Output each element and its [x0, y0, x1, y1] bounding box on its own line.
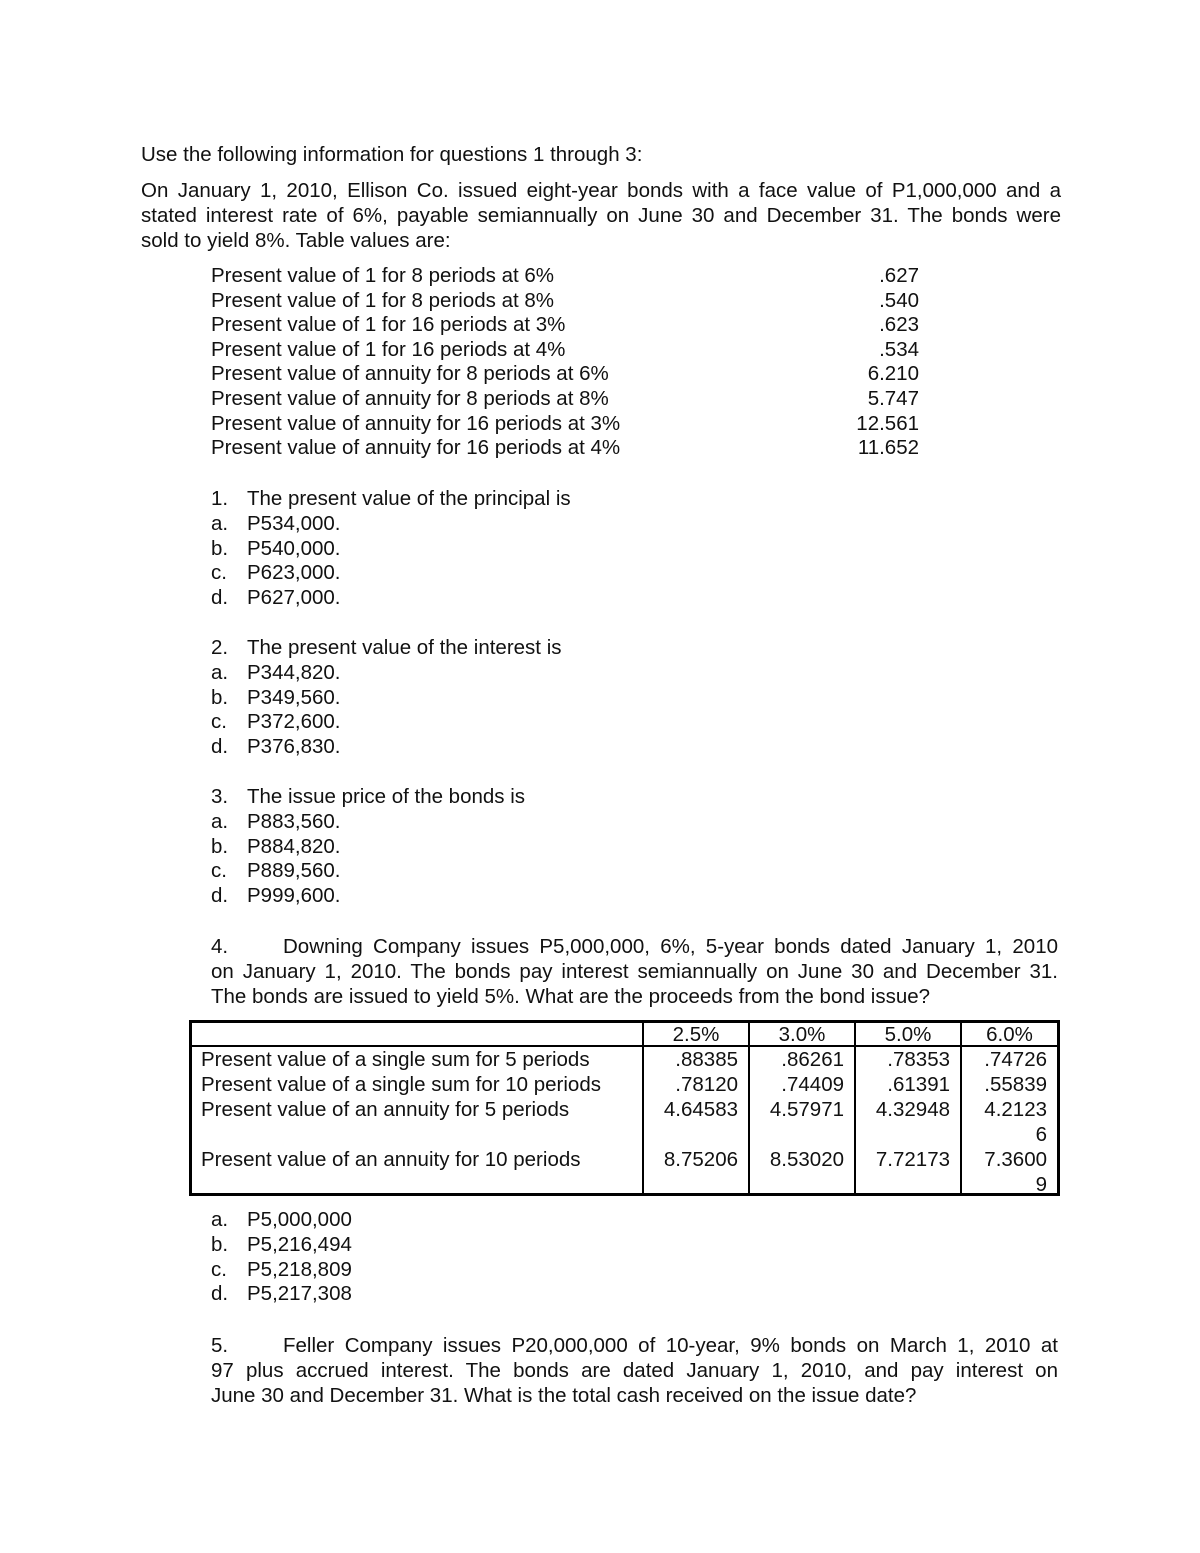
option-letter: a. [211, 511, 229, 535]
table-cell: 4.64583 [663, 1098, 738, 1121]
answer-option[interactable] [211, 561, 571, 586]
table-value-label: Present value of 1 for 16 periods at 4% [211, 337, 566, 361]
table-cell: 7.72173 [875, 1148, 950, 1171]
table-cell-wrap: 9 [1035, 1173, 1047, 1196]
question-2 [211, 636, 562, 760]
option-text: P623,000. [247, 561, 341, 585]
answer-option[interactable] [211, 859, 525, 884]
option-letter: a. [211, 660, 229, 684]
question-stem [211, 487, 571, 512]
answer-option[interactable] [211, 884, 525, 909]
option-letter: c. [211, 859, 227, 883]
option-text: P5,218,809 [247, 1257, 352, 1281]
table-value-number: 11.652 [857, 436, 919, 460]
question-3 [211, 785, 525, 909]
option-letter: b. [211, 1232, 229, 1256]
table-value-number: 6.210 [867, 362, 919, 386]
option-text: P627,000. [247, 586, 341, 610]
table-header-cell: 6.0% [986, 1023, 1033, 1046]
question-5-line: June 30 and December 31. What is the total cash received on the issue date? [211, 1384, 917, 1407]
table-header-cell: 3.0% [778, 1023, 826, 1046]
question-5-line: 97 plus accrued interest. The bonds are dated January 1, 2010, and pay interest on [211, 1359, 1058, 1382]
option-letter: c. [211, 710, 227, 734]
table-value-row [211, 362, 919, 387]
question-4-options [211, 1208, 352, 1307]
option-text: P376,830. [247, 735, 341, 759]
question-text: The issue price of the bonds is [247, 785, 526, 808]
table-values-list [211, 264, 919, 461]
table-value-number: 12.561 [856, 411, 919, 435]
question-stem [211, 636, 562, 661]
option-text: P349,560. [247, 685, 341, 709]
answer-option[interactable] [211, 1208, 352, 1233]
option-text: P999,600. [247, 884, 341, 908]
answer-option[interactable] [211, 586, 571, 611]
option-letter: d. [211, 735, 229, 759]
answer-option[interactable] [211, 512, 571, 537]
answer-option[interactable] [211, 1233, 352, 1258]
question-1 [211, 487, 571, 611]
paragraph-line: sold to yield 8%. Table values are: [141, 229, 451, 252]
table-row-label: Present value of an annuity for 5 periods [201, 1098, 570, 1121]
paragraph-line: stated interest rate of 6%, payable semiannually on June 30 and December 31. The bonds were [141, 204, 1061, 227]
table-cell: .61391 [887, 1073, 950, 1096]
table-value-row [211, 436, 919, 461]
option-text: P534,000. [247, 511, 341, 535]
option-text: P344,820. [247, 660, 341, 684]
answer-option[interactable] [211, 810, 525, 835]
question-5 [211, 1333, 1058, 1408]
table-cell: 4.32948 [875, 1098, 950, 1121]
question-stem [211, 785, 525, 810]
option-letter: c. [211, 561, 227, 585]
question-4-line: on January 1, 2010. The bonds pay interest semiannually on June 30 and December 31. [211, 960, 1058, 983]
table-cell: 4.57971 [769, 1098, 844, 1121]
answer-option[interactable] [211, 661, 562, 686]
table-cell: 8.75206 [663, 1148, 738, 1171]
option-text: P883,560. [247, 809, 341, 833]
question-4-line: The bonds are issued to yield 5%. What are the proceeds from the bond issue? [211, 985, 931, 1008]
table-value-label: Present value of annuity for 16 periods at 3% [211, 411, 621, 435]
table-cell: .55839 [984, 1073, 1047, 1096]
question-4-line [211, 934, 1058, 959]
table-row-label: Present value of an annuity for 10 periods [201, 1148, 581, 1171]
table-value-label: Present value of 1 for 8 periods at 6% [211, 264, 555, 287]
table-cell: .88385 [675, 1048, 738, 1071]
pv-factor-table [189, 1020, 1060, 1196]
table-value-label: Present value of 1 for 8 periods at 8% [211, 288, 555, 312]
bond-info-paragraph [141, 178, 1061, 253]
question-text: The present value of the interest is [247, 636, 562, 659]
option-letter: d. [211, 884, 229, 908]
answer-option[interactable] [211, 1282, 352, 1307]
table-value-row [211, 289, 919, 314]
paragraph-line: On January 1, 2010, Ellison Co. issued eight-year bonds with a face value of P1,000,000 and a [141, 179, 1061, 202]
table-value-label: Present value of annuity for 16 periods at 4% [211, 436, 621, 460]
answer-option[interactable] [211, 735, 562, 760]
option-letter: b. [211, 834, 229, 858]
table-header-cell: 5.0% [884, 1023, 932, 1046]
question-text: Downing Company issues P5,000,000, 6%, 5-year bonds dated January 1, 2010 [283, 935, 1058, 958]
table-header-cell: 2.5% [672, 1023, 720, 1046]
table-cell: 4.2123 [984, 1098, 1047, 1121]
table-value-number: .627 [879, 264, 919, 287]
question-text: The present value of the principal is [247, 487, 571, 510]
table-cell: .78120 [675, 1073, 738, 1096]
option-text: P5,217,308 [247, 1282, 352, 1306]
answer-option[interactable] [211, 835, 525, 860]
table-value-number: .540 [879, 288, 919, 312]
table-cell-wrap: 6 [1035, 1123, 1047, 1146]
table-value-row [211, 387, 919, 412]
option-letter: a. [211, 1208, 229, 1231]
table-cell: .74726 [984, 1048, 1047, 1071]
question-text: Feller Company issues P20,000,000 of 10-year, 9% bonds on March 1, 2010 at [283, 1334, 1058, 1357]
question-number: 2. [211, 636, 229, 659]
table-value-row [211, 412, 919, 437]
table-cell: .74409 [781, 1073, 844, 1096]
option-text: P5,000,000 [247, 1208, 352, 1231]
table-value-number: .623 [879, 313, 919, 337]
question-4 [211, 934, 1058, 1009]
answer-option[interactable] [211, 710, 562, 735]
table-cell: 7.3600 [984, 1148, 1047, 1171]
table-value-number: 5.747 [867, 386, 919, 410]
answer-option[interactable] [211, 537, 571, 562]
table-value-number: .534 [879, 337, 919, 361]
option-text: P540,000. [247, 536, 341, 560]
intro-text: Use the following information for questions 1 through 3: [141, 143, 643, 166]
option-letter: c. [211, 1257, 227, 1281]
table-row-label: Present value of a single sum for 10 periods [201, 1073, 601, 1096]
question-number: 3. [211, 785, 229, 808]
answer-option[interactable] [211, 1258, 352, 1283]
table-value-label: Present value of 1 for 16 periods at 3% [211, 313, 566, 337]
table-value-row [211, 313, 919, 338]
table-row-label: Present value of a single sum for 5 periods [201, 1048, 590, 1071]
table-cell: .78353 [887, 1048, 950, 1071]
table-value-row [211, 264, 919, 289]
option-letter: b. [211, 536, 229, 560]
question-number: 5. [211, 1334, 229, 1357]
option-letter: a. [211, 809, 229, 833]
table-cell: 8.53020 [769, 1148, 844, 1171]
question-number: 1. [211, 487, 229, 510]
option-text: P884,820. [247, 834, 341, 858]
table-value-label: Present value of annuity for 8 periods at 8% [211, 386, 609, 410]
option-letter: d. [211, 1282, 229, 1306]
option-text: P889,560. [247, 859, 341, 883]
option-letter: b. [211, 685, 229, 709]
table-value-row [211, 338, 919, 363]
question-5-line [211, 1333, 1058, 1358]
table-value-label: Present value of annuity for 8 periods at 6% [211, 362, 609, 386]
option-letter: d. [211, 586, 229, 610]
table-cell: .86261 [781, 1048, 844, 1071]
question-number: 4. [211, 935, 229, 958]
answer-option[interactable] [211, 686, 562, 711]
option-text: P372,600. [247, 710, 341, 734]
option-text: P5,216,494 [247, 1232, 352, 1256]
